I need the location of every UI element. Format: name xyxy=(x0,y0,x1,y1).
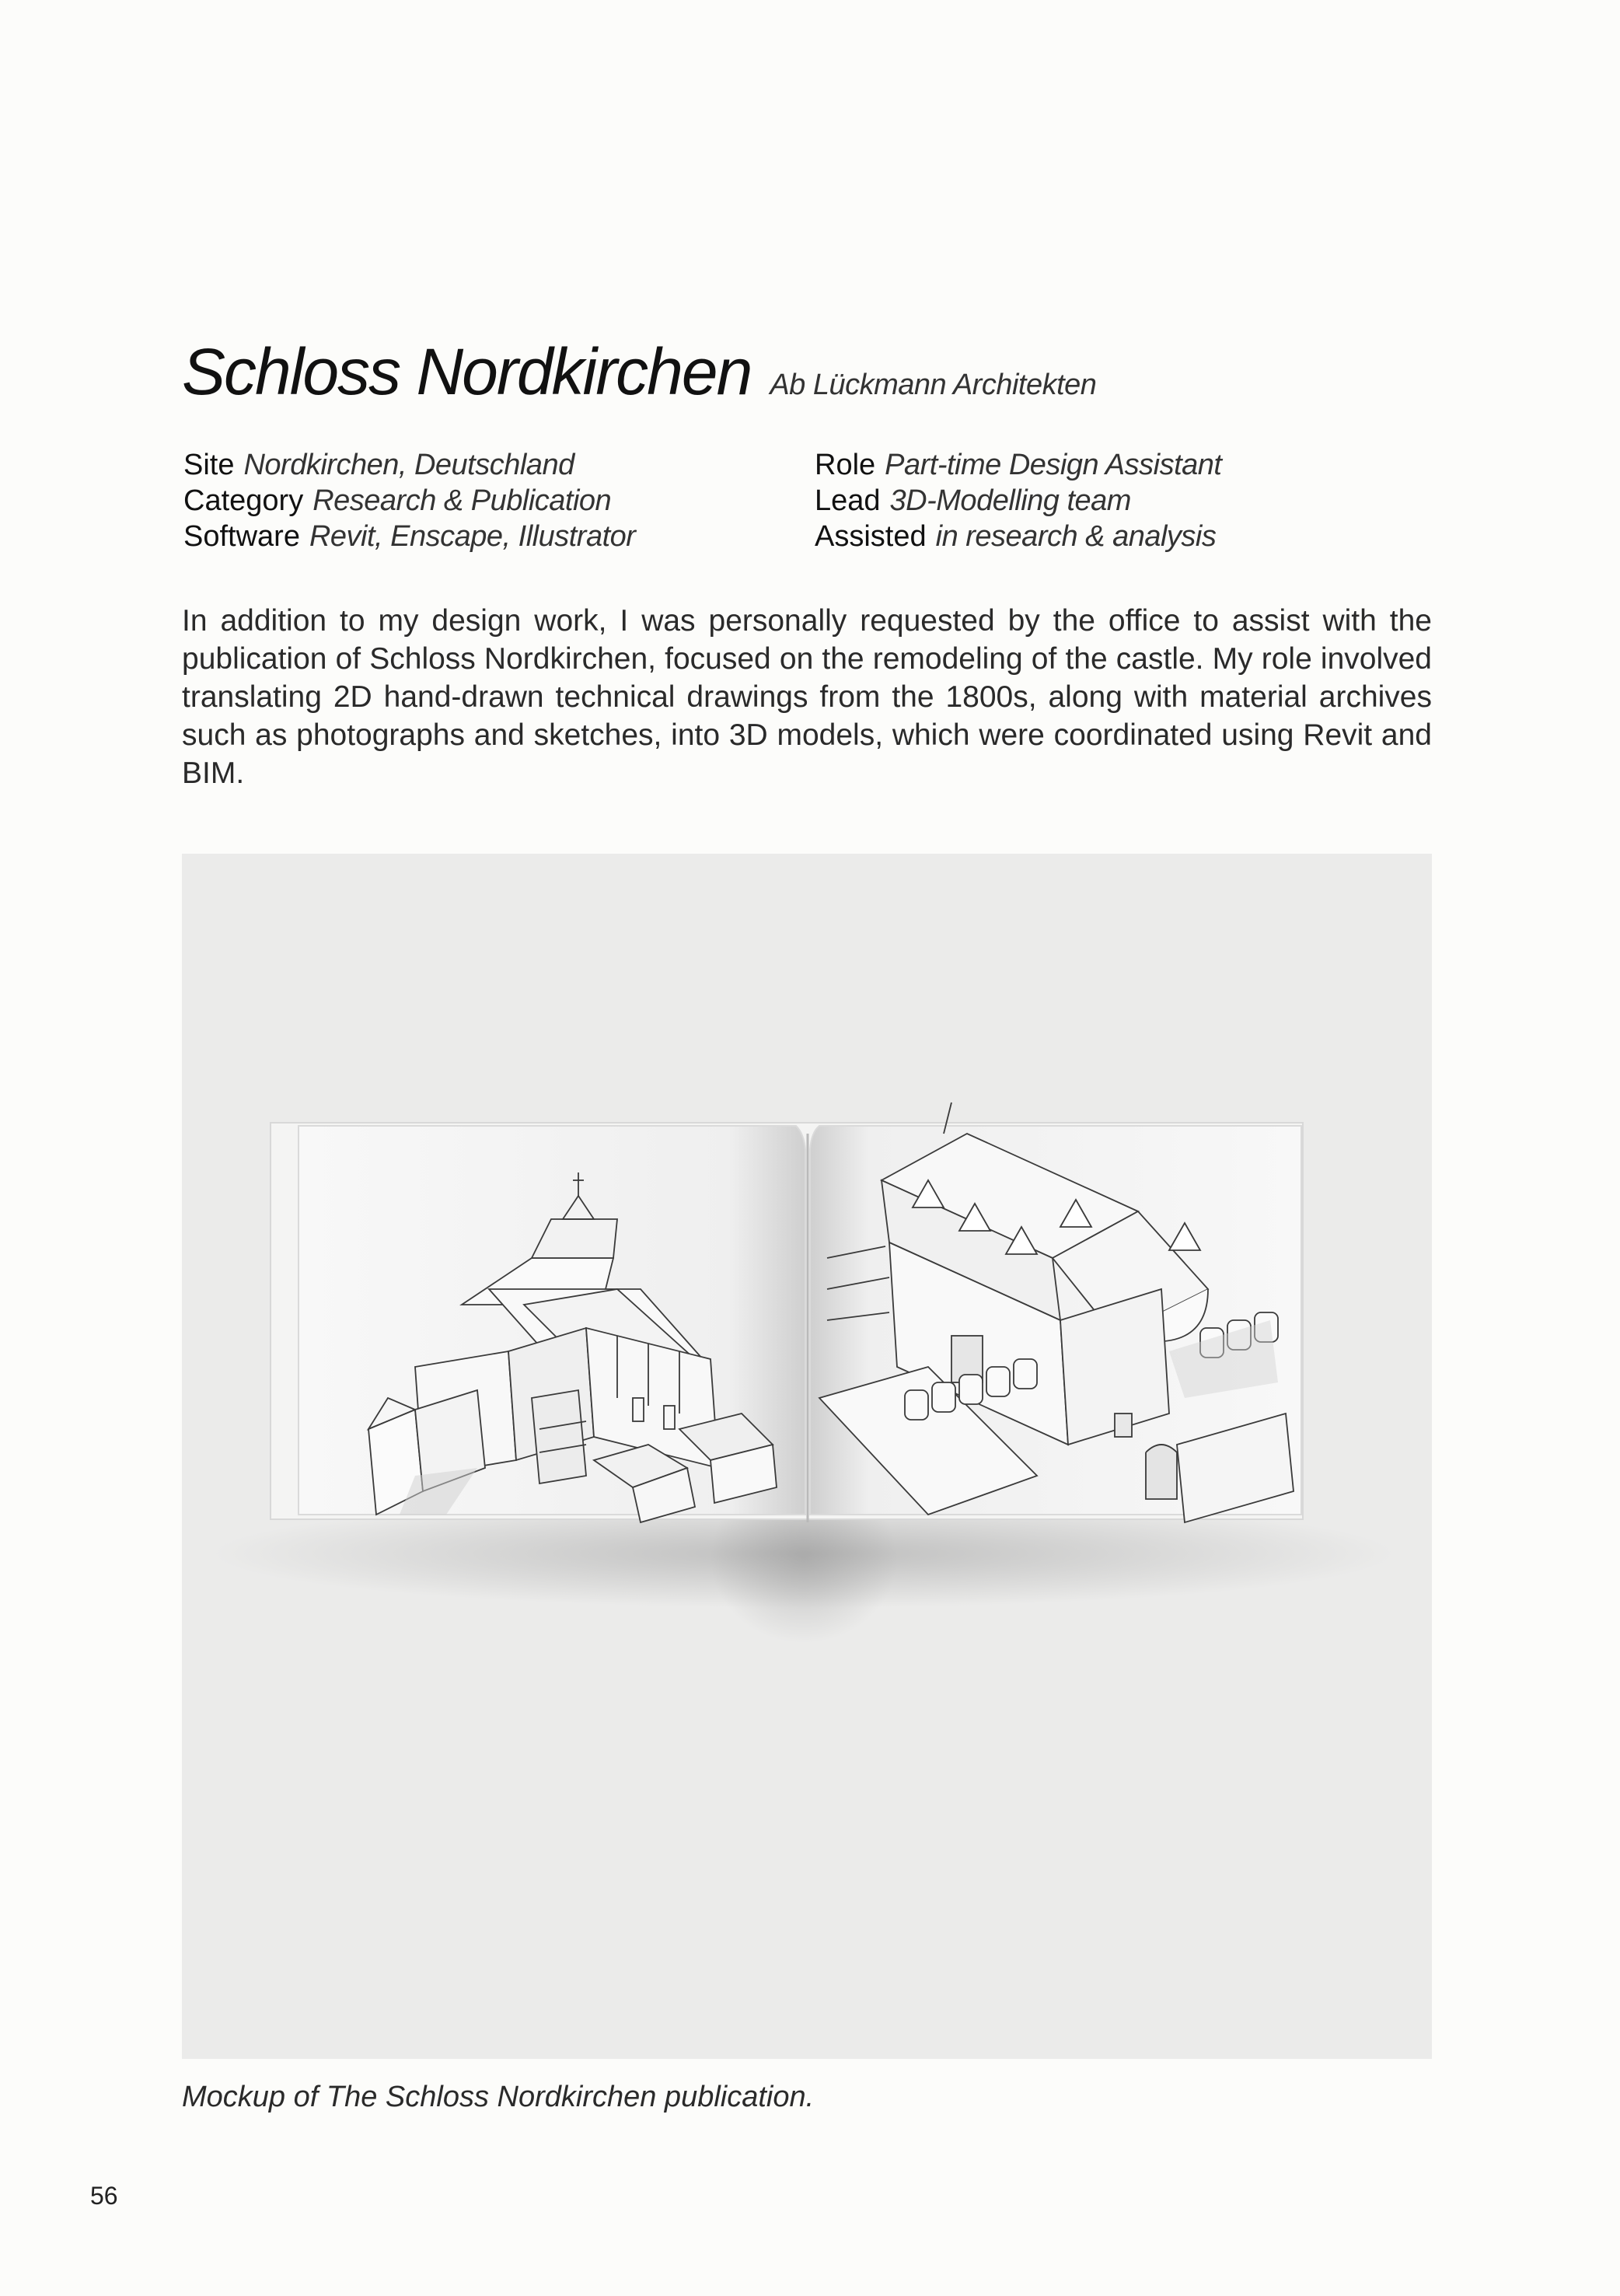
meta-value: Part-time Design Assistant xyxy=(885,449,1222,481)
meta-value: in research & analysis xyxy=(935,520,1217,553)
figure-caption: Mockup of The Schloss Nordkirchen publication. xyxy=(182,2081,815,2113)
meta-value: Nordkirchen, Deutschland xyxy=(243,449,574,481)
project-meta-left xyxy=(183,447,635,554)
project-meta-right xyxy=(815,447,1221,554)
page-title: Schloss Nordkirchen xyxy=(182,335,752,408)
meta-label: Role xyxy=(815,449,876,481)
meta-row-site xyxy=(183,447,635,483)
meta-label: Assisted xyxy=(815,520,927,553)
meta-row-software xyxy=(183,519,635,554)
meta-label: Lead xyxy=(815,484,881,517)
meta-label: Site xyxy=(183,449,235,481)
title-row xyxy=(182,334,1096,410)
meta-value: Research & Publication xyxy=(312,484,612,517)
meta-value: 3D-Modelling team xyxy=(889,484,1131,517)
meta-row-category xyxy=(183,483,635,519)
meta-value: Revit, Enscape, Illustrator xyxy=(309,520,636,553)
meta-row-assisted xyxy=(815,519,1221,554)
description-paragraph: In addition to my design work, I was personally requested by the office to assist with the publication of Schloss Nordkirchen, focused on the remodeling of the castle. My role involved translating 2D hand-drawn technical drawings from the 1800s, along with material archives such as photographs and sketches, into 3D models, which were coordinated using Revit and BIM. xyxy=(182,604,1432,790)
publication-mockup-image xyxy=(182,854,1432,2059)
open-book-illustration xyxy=(182,854,1432,2059)
meta-label: Software xyxy=(183,520,300,553)
page-number: 56 xyxy=(90,2182,118,2210)
meta-row-lead xyxy=(815,483,1221,519)
meta-row-role xyxy=(815,447,1221,483)
page-subtitle: Ab Lückmann Architekten xyxy=(770,369,1097,401)
meta-label: Category xyxy=(183,484,304,517)
